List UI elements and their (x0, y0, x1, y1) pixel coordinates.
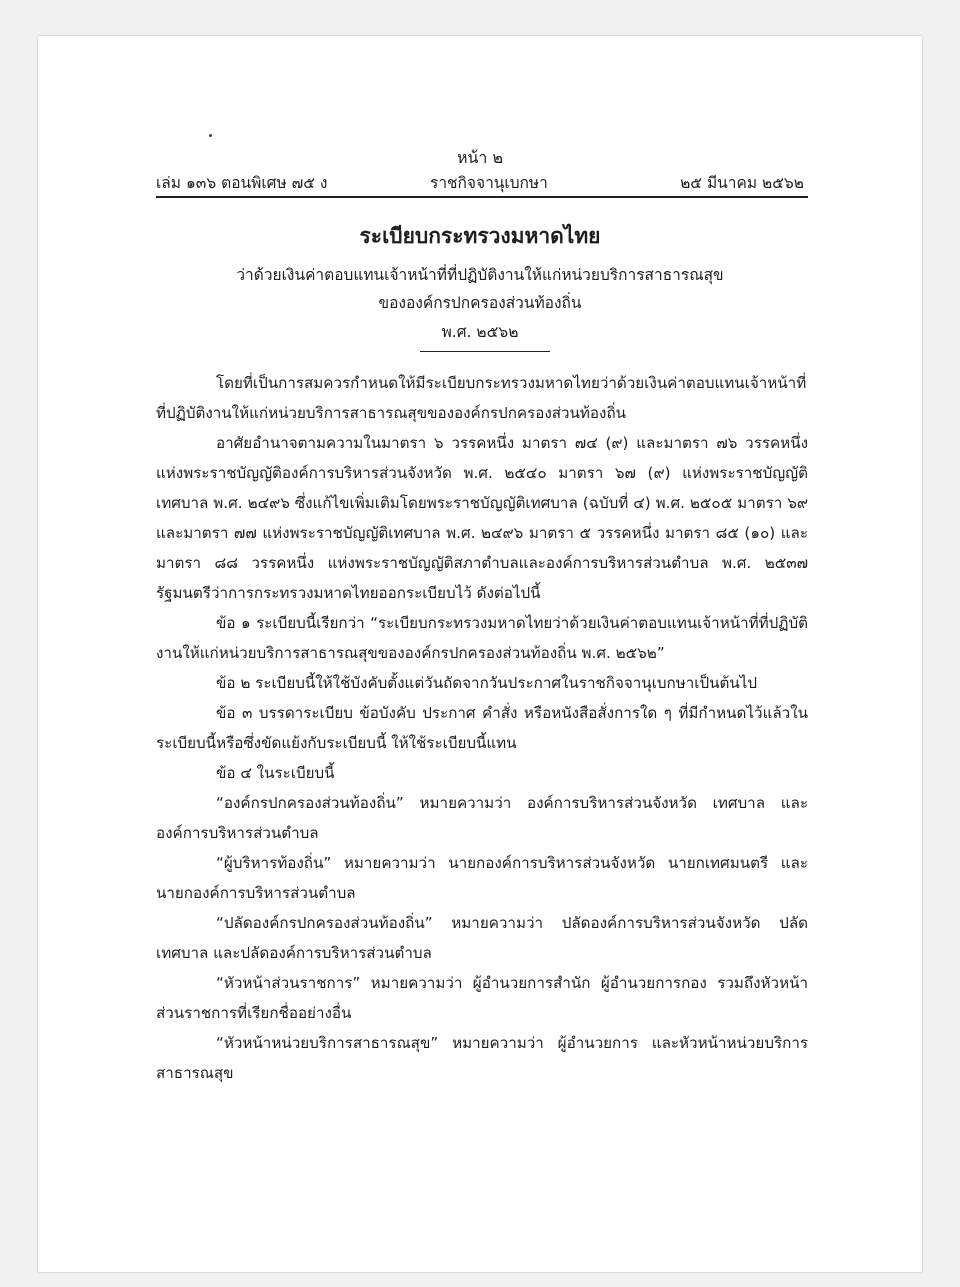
definition-health-unit-head: “หัวหน้าหน่วยบริการสาธารณสุข” หมายความว่า ผู้อำนวยการ และหัวหน้าหน่วยบริการสาธารณสุข (156, 1034, 808, 1082)
regulation-title: ระเบียบกระทรวงมหาดไทย (359, 224, 601, 248)
regulation-subtitle-2: ขององค์กรปกครองส่วนท้องถิ่น (378, 294, 582, 312)
clause-2: ข้อ ๒ ระเบียบนี้ให้ใช้บังคับตั้งแต่วันถัดจากวันประกาศในราชกิจจานุเบกษาเป็นต้นไป (216, 674, 757, 692)
regulation-subtitle-1: ว่าด้วยเงินค่าตอบแทนเจ้าหน้าที่ที่ปฏิบัติงานให้แก่หน่วยบริการสาธารณสุข (236, 266, 724, 284)
authority-paragraph: อาศัยอำนาจตามความในมาตรา ๖ วรรคหนึ่ง มาตรา ๗๔ (๙) และมาตรา ๗๖ วรรคหนึ่ง แห่งพระราชบัญญัติองค์การบริหารส่วนจังหวัด พ.ศ. ๒๕๔๐ มาตรา ๖๗ (๙) แห่งพระราชบัญญัติเทศบาล พ.ศ. ๒๔๙๖ ซึ่งแก้ไขเพิ่มเติมโดยพระราชบัญญัติเทศบาล (ฉบับที่ ๔) พ.ศ. ๒๕๐๕ มาตรา ๖๙ และมาตรา ๗๗ แห่งพระราชบัญญัติเทศบาล พ.ศ. ๒๔๙๖ มาตรา ๕ วรรคหนึ่ง มาตรา ๘๕ (๑๐) และมาตรา ๘๘ วรรคหนึ่ง แห่งพระราชบัญญัติสภาตำบลและองค์การบริหารส่วนตำบล พ.ศ. ๒๕๓๗ รัฐมนตรีว่าการกระทรวงมหาดไทยออกระเบียบไว้ ดังต่อไปนี้ (156, 434, 808, 602)
scan-speck (209, 134, 212, 137)
gazette-volume: เล่ม ๑๓๖ ตอนพิเศษ ๗๕ ง (156, 174, 328, 192)
definition-local-clerk: “ปลัดองค์กรปกครองส่วนท้องถิ่น” หมายความว่า ปลัดองค์การบริหารส่วนจังหวัด ปลัดเทศบาล และปลัดองค์การบริหารส่วนตำบล (156, 914, 808, 962)
gazette-date: ๒๕ มีนาคม ๒๕๖๒ (680, 174, 804, 192)
gazette-name: ราชกิจจานุเบกษา (430, 174, 548, 192)
definition-department-head: “หัวหน้าส่วนราชการ” หมายความว่า ผู้อำนวยการสำนัก ผู้อำนวยการกอง รวมถึงหัวหน้าส่วนราชการที่เรียกชื่ออย่างอื่น (156, 974, 808, 1022)
preamble-paragraph: โดยที่เป็นการสมควรกำหนดให้มีระเบียบกระทรวงมหาดไทยว่าด้วยเงินค่าตอบแทนเจ้าหน้าที่ที่ปฏิบัติงานให้แก่หน่วยบริการสาธารณสุขขององค์กรปกครองส่วนท้องถิ่น (156, 374, 807, 422)
clause-1: ข้อ ๑ ระเบียบนี้เรียกว่า “ระเบียบกระทรวงมหาดไทยว่าด้วยเงินค่าตอบแทนเจ้าหน้าที่ที่ปฏิบัติงานให้แก่หน่วยบริการสาธารณสุขขององค์กรปกครองส่วนท้องถิ่น พ.ศ. ๒๕๖๒” (156, 614, 808, 662)
definition-local-executive: “ผู้บริหารท้องถิ่น” หมายความว่า นายกองค์การบริหารส่วนจังหวัด นายกเทศมนตรี และนายกองค์การบริหารส่วนตำบล (156, 854, 808, 902)
regulation-body (156, 368, 808, 1088)
clause-3: ข้อ ๓ บรรดาระเบียบ ข้อบังคับ ประกาศ คำสั่ง หรือหนังสือสั่งการใด ๆ ที่มีกำหนดไว้แล้วในระเบียบนี้หรือซึ่งขัดแย้งกับระเบียบนี้ ให้ใช้ระเบียบนี้แทน (156, 704, 808, 752)
title-divider (420, 351, 550, 352)
page-number: หน้า ๒ (456, 148, 504, 167)
document-page (38, 36, 922, 1272)
regulation-year: พ.ศ. ๒๕๖๒ (441, 323, 519, 341)
clause-4: ข้อ ๔ ในระเบียบนี้ (216, 764, 335, 782)
header-divider (156, 196, 808, 198)
definition-local-government: “องค์กรปกครองส่วนท้องถิ่น” หมายความว่า องค์การบริหารส่วนจังหวัด เทศบาล และองค์การบริหารส่วนตำบล (156, 794, 808, 842)
